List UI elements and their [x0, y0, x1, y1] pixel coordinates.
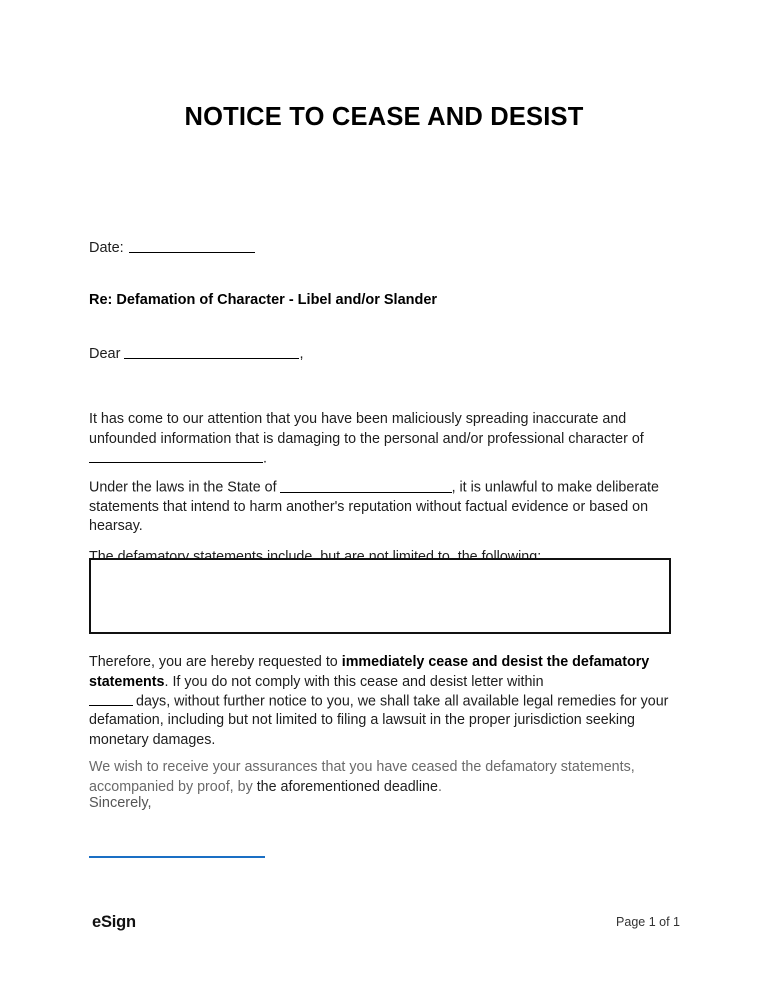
paragraph-therefore-middle: . If you do not comply with this cease and desist letter within: [164, 673, 544, 690]
paragraph-introduction: [89, 410, 679, 468]
defamatory-statements-input-box[interactable]: [89, 558, 671, 634]
salutation-line: [89, 344, 303, 362]
paragraph-therefore: [89, 653, 679, 750]
recipient-name-blank-field[interactable]: [124, 344, 299, 359]
date-line: [89, 238, 255, 256]
signature-line[interactable]: [89, 856, 265, 858]
paragraph-state-laws-suffix: , it is unlawful to make deliberate statements that intend to harm another's reputation without factual evidence or based on hearsay.: [89, 479, 659, 535]
footer-page-indicator: Page 1 of 1: [616, 915, 680, 929]
character-name-blank-field[interactable]: [89, 449, 263, 464]
salutation-comma: ,: [299, 345, 304, 362]
paragraph-state-laws: [89, 478, 679, 536]
date-blank-field[interactable]: [129, 238, 255, 253]
paragraph-assurance: [89, 758, 679, 796]
subject-line: Re: Defamation of Character - Libel and/or Slander: [89, 292, 438, 308]
paragraph-introduction-text: It has come to our attention that you have been maliciously spreading inaccurate and unfounded information that is damaging to the personal and/or professional character of: [89, 411, 644, 447]
paragraph-assurance-emphasis: the aforementioned deadline: [256, 778, 438, 795]
state-blank-field[interactable]: [280, 478, 452, 493]
closing-salutation: Sincerely,: [89, 795, 152, 811]
salutation-label: Dear: [89, 345, 121, 362]
footer-brand-logo: eSign: [92, 913, 136, 931]
paragraph-assurance-prefix: We wish to receive your assurances that you have ceased the defamatory statements, accompanied by proof, by: [89, 759, 635, 795]
days-blank-field[interactable]: [89, 692, 133, 707]
paragraph-assurance-period: .: [437, 778, 442, 795]
paragraph-therefore-emphasis: immediately cease and desist the defamatory statements: [89, 654, 650, 690]
page-title: NOTICE TO CEASE AND DESIST: [184, 103, 584, 132]
paragraph-therefore-suffix: days, without further notice to you, we shall take all available legal remedies for your defamation, including but not limited to filing a lawsuit in the proper jurisdiction seeking monetary damages.: [89, 693, 669, 748]
paragraph-state-laws-prefix: Under the laws in the State of: [89, 479, 277, 496]
paragraph-introduction-period: .: [263, 450, 267, 467]
date-label: Date:: [89, 239, 124, 256]
paragraph-therefore-prefix: Therefore, you are hereby requested to: [89, 654, 342, 671]
